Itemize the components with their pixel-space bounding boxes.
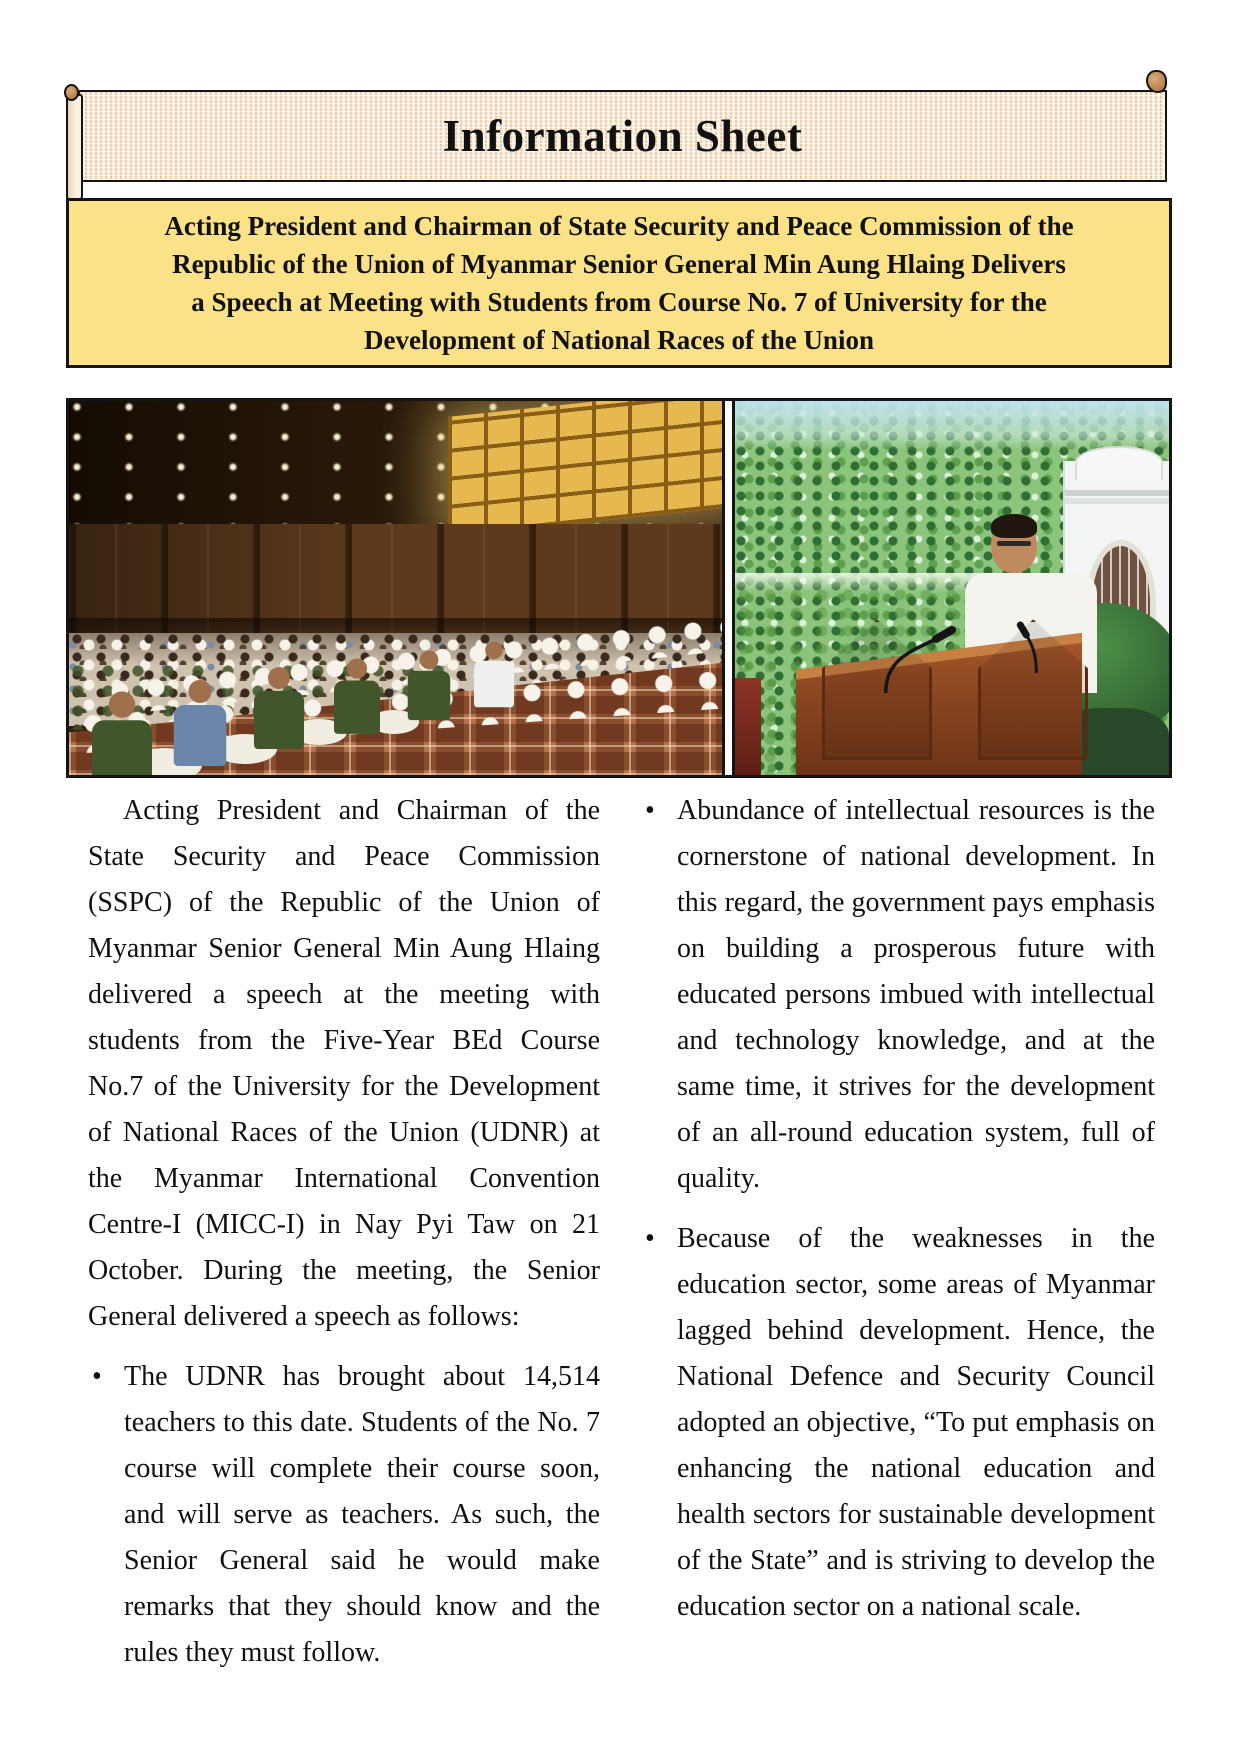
speech-podium-photo — [732, 401, 1169, 775]
photo-divider — [725, 401, 732, 775]
scroll-roll-left-icon — [66, 94, 83, 202]
headline-line: Acting President and Chairman of State Security and Peace Commission of the — [164, 211, 1074, 241]
convention-hall-photo — [69, 401, 725, 775]
audience-figure — [172, 679, 229, 769]
bullet-icon: • — [645, 1223, 655, 1254]
photo-band — [66, 398, 1172, 778]
audience-figure — [90, 692, 155, 775]
bullet-icon: • — [92, 1361, 102, 1392]
bullet-item — [88, 1354, 600, 1676]
article-column-left — [88, 788, 600, 1676]
audience-figure — [473, 642, 516, 711]
headline-line: a Speech at Meeting with Students from Course No. 7 of University for the — [191, 287, 1047, 317]
page-title: Information Sheet — [442, 111, 803, 161]
headline-line: Republic of the Union of Myanmar Senior General Min Aung Hlaing Delivers — [172, 249, 1066, 279]
headline-line: Development of National Races of the Union — [364, 325, 874, 355]
article-column-right — [641, 788, 1155, 1630]
bullet-text: The UDNR has brought about 14,514 teachers to this date. Students of the No. 7 course will complete their course soon, and will serve as teachers. As such, the Senior General said he would make remarks that they should know and the rules they must follow. — [124, 1361, 600, 1668]
audience-figure — [252, 667, 306, 753]
headline-box — [66, 198, 1172, 368]
audience-figure — [332, 659, 382, 738]
bullet-item — [641, 788, 1155, 1202]
bullet-item — [641, 1216, 1155, 1630]
microphone-icon — [735, 401, 1169, 775]
bullet-text: Because of the weaknesses in the education sector, some areas of Myanmar lagged behind development. Hence, the National Defence and Security Council adopted an objective, “To put emphasis on enhancing the national education and health sectors for sustainable development of the State” and is striving to develop the education sector on a national scale. — [677, 1223, 1155, 1622]
bullet-text: Abundance of intellectual resources is the cornerstone of national development. In this regard, the government pays emphasis on building a prosperous future with educated persons imbued with intellectual and technology knowledge, and at the same time, it strives for the development of an all-round education system, full of quality. — [677, 795, 1155, 1194]
scroll-curl-left-icon — [64, 84, 79, 101]
audience-figure — [406, 651, 452, 724]
bullet-icon: • — [645, 795, 655, 826]
scroll-curl-right-icon — [1146, 70, 1167, 93]
scroll-banner — [78, 90, 1167, 182]
lead-paragraph: Acting President and Chairman of the State Security and Peace Commission (SSPC) of the Republic of the Union of Myanmar Senior General Min Aung Hlaing delivered a speech at the meeting with students from the Five-Year BEd Course No.7 of the University for the Development of National Races of the Union (UDNR) at the Myanmar International Convention Centre-I (MICC-I) in Nay Pyi Taw on 21 October. During the meeting, the Senior General delivered a speech as follows: — [88, 795, 600, 1332]
